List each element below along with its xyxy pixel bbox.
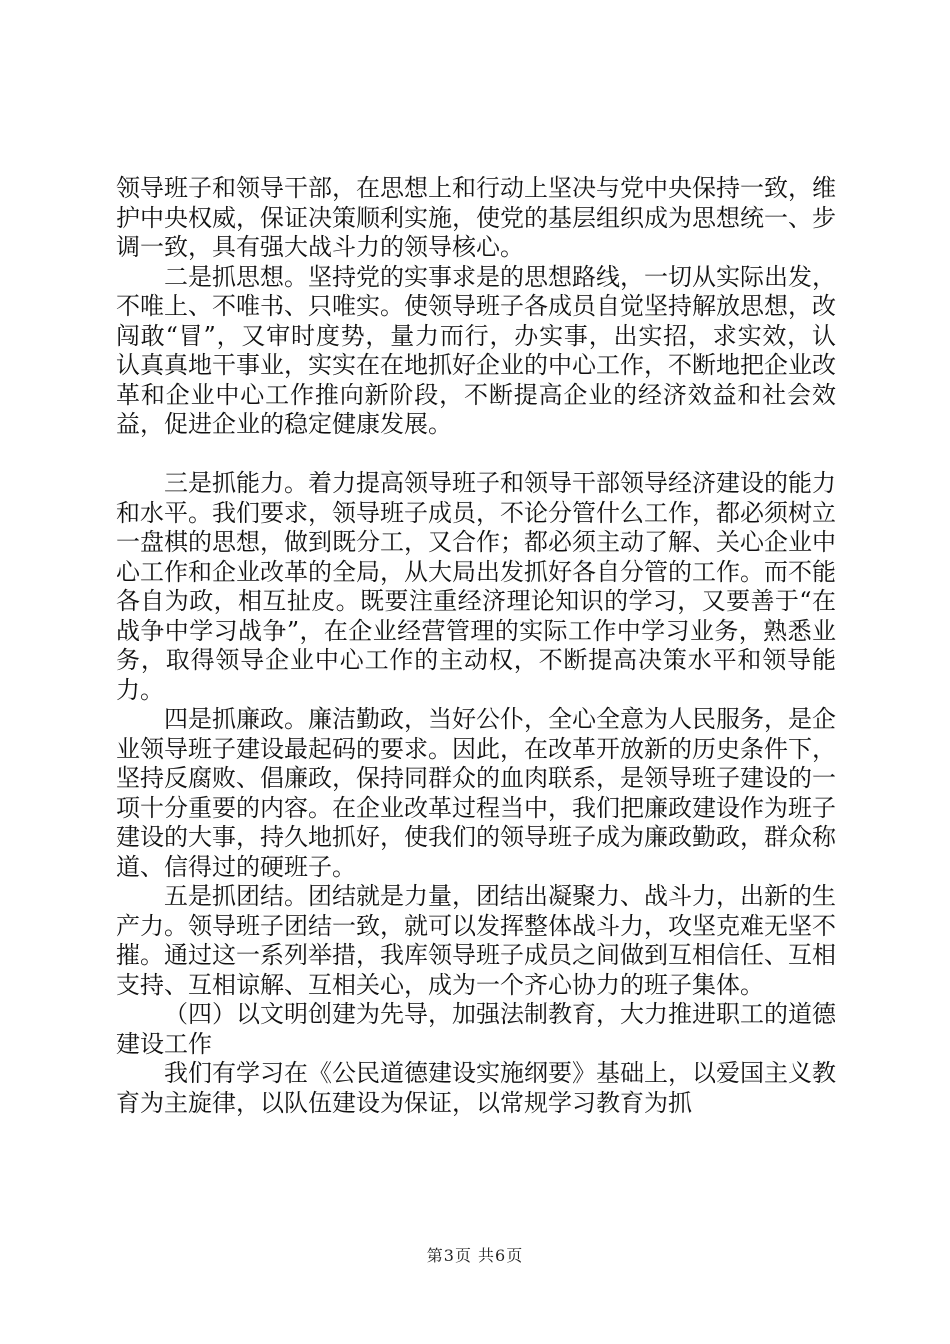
paragraph-moral-education: 我们有学习在《公民道德建设实施纲要》基础上，以爱国主义教育为主旋律，以队伍建设为保证，以常规学习教育为抓 xyxy=(116,1059,836,1117)
paragraph-continuation: 领导班子和领导干部，在思想上和行动上坚决与党中央保持一致，维护中央权威，保证决策顺利实施，使党的基层组织成为思想统一、步调一致，具有强大战斗力的领导核心。 xyxy=(116,174,836,261)
paragraph-capability: 三是抓能力。着力提高领导班子和领导干部领导经济建设的能力和水平。我们要求，领导班子成员，不论分管什么工作，都必须树立一盘棋的思想，做到既分工，又合作；都必须主动了解、关心企业中心工作和企业改革的全局，从大局出发抓好各自分管的工作。而不能各自为政，相互扯皮。既要注重经济理论知识的学习，又要善于“在战争中学习战争”，在企业经营管理的实际工作中学习业务，熟悉业务，取得领导企业中心工作的主动权，不断提高决策水平和领导能力。 xyxy=(116,469,836,704)
paragraph-integrity: 四是抓廉政。廉洁勤政，当好公仆，全心全意为人民服务，是企业领导班子建设最起码的要求。因此，在改革开放新的历史条件下，坚持反腐败、倡廉政，保持同群众的血肉联系，是领导班子建设的一项十分重要的内容。在企业改革过程当中，我们把廉政建设作为班子建设的大事，持久地抓好，使我们的领导班子成为廉政勤政，群众称道、信得过的硬班子。 xyxy=(116,705,836,881)
paragraph-unity: 五是抓团结。团结就是力量，团结出凝聚力、战斗力，出新的生产力。领导班子团结一致，就可以发挥整体战斗力，攻坚克难无坚不摧。通过这一系列举措，我库领导班子成员之间做到互相信任、互相支持、互相谅解、互相关心，成为一个齐心协力的班子集体。 xyxy=(116,882,836,999)
page-number-footer: 第3页 共6页 xyxy=(426,1246,524,1265)
paragraph-ideology: 二是抓思想。坚持党的实事求是的思想路线，一切从实际出发，不唯上、不唯书、只唯实。使领导班子各成员自觉坚持解放思想，改闯敢“冒”，又审时度势，量力而行，办实事，出实招，求实效，认认真真地干事业，实实在在地抓好企业的中心工作，不断地把企业改革和企业中心工作推向新阶段，不断提高企业的经济效益和社会效益，促进企业的稳定健康发展。 xyxy=(116,262,836,438)
section-heading-4: （四）以文明创建为先导，加强法制教育，大力推进职工的道德建设工作 xyxy=(116,1000,836,1058)
document-body xyxy=(116,174,836,1118)
